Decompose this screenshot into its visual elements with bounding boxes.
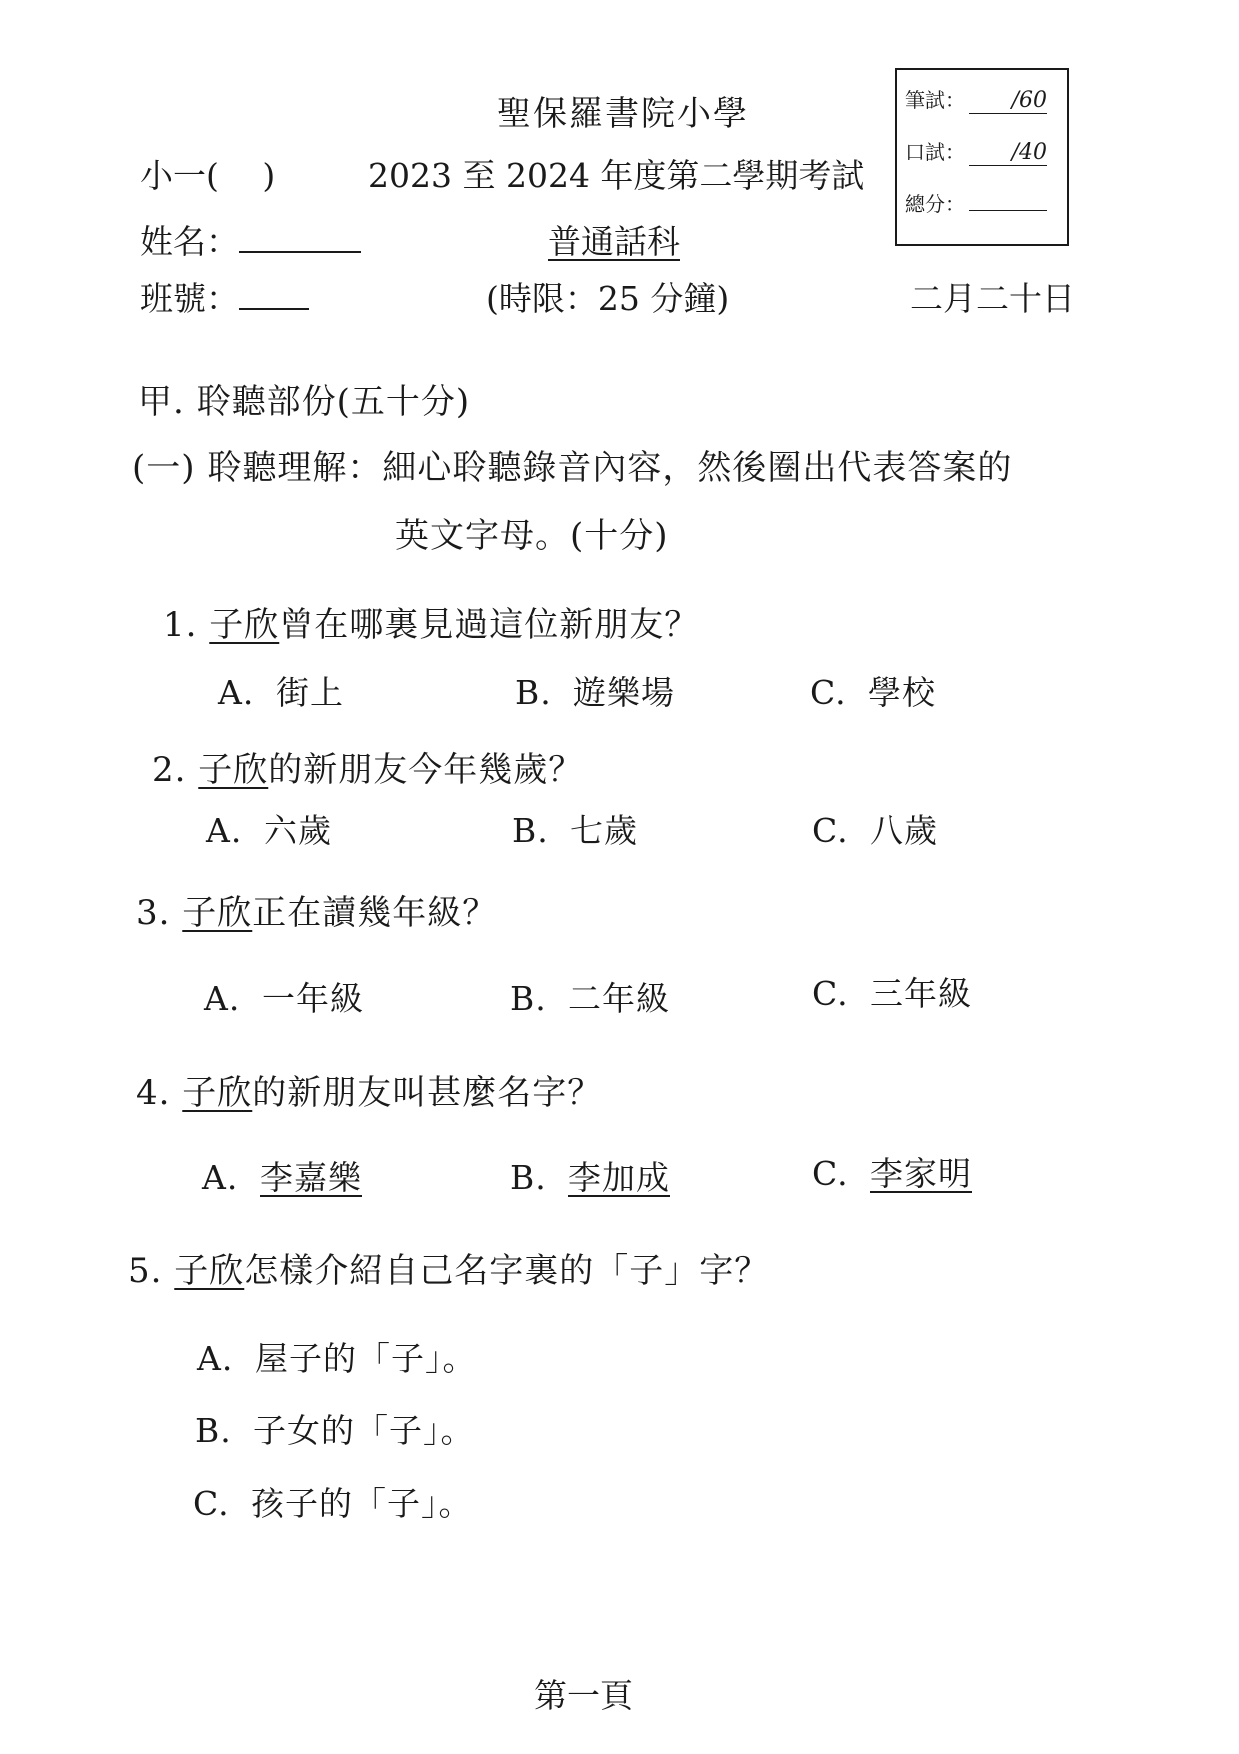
question-3 [136, 885, 497, 934]
option-text: 二年級 [568, 979, 670, 1018]
option-5a[interactable] [197, 1333, 477, 1380]
oral-score-value: /40 [969, 140, 1047, 166]
page-number: 第一頁 [534, 1676, 633, 1715]
option-text: 李嘉樂 [260, 1158, 362, 1197]
part-title-line1: (一) 聆聽理解：細心聆聽錄音內容，然後圈出代表答案的 [132, 448, 1013, 488]
option-letter: B. [510, 1158, 547, 1197]
option-1b[interactable] [515, 667, 675, 714]
question-number: 3. [136, 893, 171, 933]
option-text: 街上 [276, 673, 344, 712]
question-5 [128, 1243, 769, 1292]
question-text: 正在讀幾年級？ [252, 893, 498, 933]
option-letter: A. [206, 811, 243, 850]
option-text: 遊樂場 [573, 673, 675, 712]
option-letter: C. [812, 811, 849, 850]
question-name: 子欣 [182, 1073, 253, 1113]
class-number-field [140, 273, 309, 320]
option-3c[interactable] [812, 968, 972, 1015]
question-number: 1. [163, 605, 198, 645]
option-text: 八歲 [870, 811, 938, 850]
option-letter: A. [204, 979, 241, 1018]
time-limit: (時限：25 分鐘) [486, 279, 730, 318]
option-text: 三年級 [870, 974, 972, 1013]
oral-score-row [905, 136, 1047, 166]
name-field [140, 216, 361, 263]
exam-date: 二月二十日 [910, 279, 1075, 318]
option-letter: C. [810, 673, 847, 712]
total-score-label: 總分： [905, 192, 965, 216]
option-letter: A. [218, 673, 255, 712]
written-score-value: /60 [969, 88, 1047, 114]
class-number-label: 班號： [140, 279, 239, 318]
option-1a[interactable] [218, 667, 344, 714]
question-number: 5. [128, 1251, 163, 1291]
question-text: 曾在哪裏見過這位新朋友？ [279, 605, 700, 645]
option-text: 七歲 [570, 811, 638, 850]
option-letter: A. [202, 1158, 239, 1197]
option-letter: C. [812, 974, 849, 1013]
option-3a[interactable] [204, 973, 364, 1020]
question-text: 的新朋友叫甚麼名字？ [252, 1073, 603, 1113]
option-text: 屋子的「子」。 [255, 1339, 477, 1378]
section-title: 甲. 聆聽部份(五十分) [138, 382, 471, 422]
subject-title: 普通話科 [548, 222, 680, 261]
option-2a[interactable] [206, 805, 332, 852]
written-score-label: 筆試： [905, 88, 965, 112]
option-4c[interactable] [812, 1148, 972, 1195]
option-text: 李加成 [568, 1158, 670, 1197]
option-letter: B. [510, 979, 547, 1018]
score-box [895, 68, 1069, 246]
option-2c[interactable] [812, 805, 938, 852]
option-letter: C. [193, 1484, 230, 1523]
option-2b[interactable] [512, 805, 638, 852]
option-4a[interactable] [202, 1152, 362, 1199]
oral-score-label: 口試： [905, 140, 965, 164]
question-number: 2. [152, 750, 187, 790]
total-score-row [905, 188, 1047, 217]
question-1 [163, 597, 699, 646]
option-4b[interactable] [510, 1152, 670, 1199]
option-letter: B. [512, 811, 549, 850]
question-text: 的新朋友今年幾歲？ [268, 750, 584, 790]
question-name: 子欣 [198, 750, 269, 790]
option-text: 孩子的「子」。 [251, 1484, 473, 1523]
total-score-blank [969, 210, 1047, 211]
question-name: 子欣 [182, 893, 253, 933]
name-blank [239, 227, 361, 253]
question-4 [136, 1065, 602, 1114]
option-3b[interactable] [510, 973, 670, 1020]
option-text: 六歲 [264, 811, 332, 850]
option-letter: B. [195, 1411, 232, 1450]
option-5c[interactable] [193, 1478, 473, 1525]
question-text: 怎樣介紹自己名字裏的「子」字？ [244, 1251, 770, 1291]
written-score-row [905, 84, 1047, 114]
grade-label: 小一( ) [140, 156, 276, 195]
class-number-blank [239, 284, 309, 310]
option-5b[interactable] [195, 1405, 475, 1452]
option-text: 子女的「子」。 [253, 1411, 475, 1450]
question-2 [152, 742, 583, 791]
option-letter: A. [197, 1339, 234, 1378]
question-number: 4. [136, 1073, 171, 1113]
exam-title: 2023 至 2024 年度第二學期考試 [368, 156, 865, 195]
part-title-line2: 英文字母。(十分) [395, 516, 669, 556]
question-name: 子欣 [174, 1251, 245, 1291]
option-text: 一年級 [262, 979, 364, 1018]
name-label: 姓名： [140, 222, 239, 261]
option-text: 李家明 [870, 1154, 972, 1193]
option-letter: C. [812, 1154, 849, 1193]
question-name: 子欣 [209, 605, 280, 645]
option-letter: B. [515, 673, 552, 712]
option-text: 學校 [868, 673, 936, 712]
option-1c[interactable] [810, 667, 936, 714]
school-name: 聖保羅書院小學 [497, 94, 749, 134]
